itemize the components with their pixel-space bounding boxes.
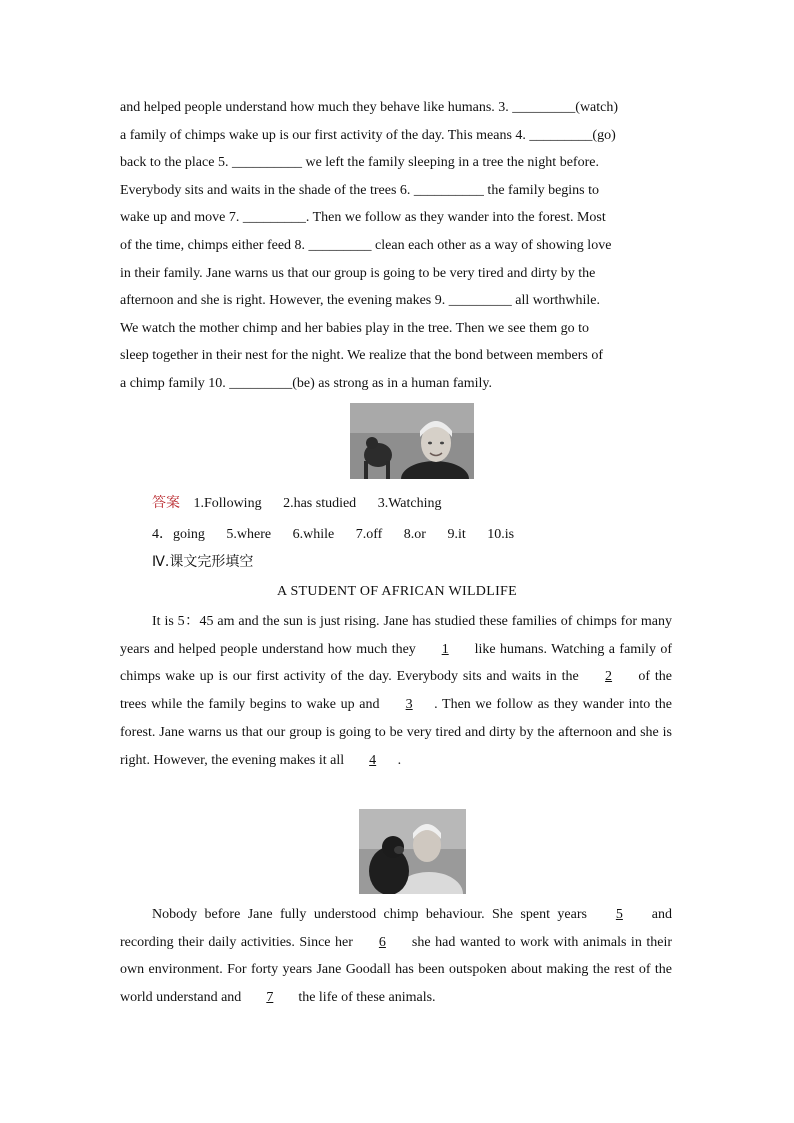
answer-item: 10.is bbox=[487, 527, 515, 542]
cloze-blank-6[interactable]: 6 bbox=[378, 934, 386, 950]
jane-with-chimp-photo bbox=[359, 809, 466, 894]
passage-line: back to the place 5. __________ we left the family sleeping in a tree the night before. bbox=[120, 155, 599, 171]
cloze-text: Nobody before Jane fully understood chimp behaviour. She spent years bbox=[152, 907, 595, 922]
cloze-paragraph-2 bbox=[120, 901, 672, 1012]
answer-item: 8.or bbox=[403, 527, 426, 542]
cloze-blank-3[interactable]: 3 bbox=[405, 697, 413, 713]
cloze-blank-5[interactable]: 5 bbox=[615, 907, 623, 922]
answer-item: 1.Following bbox=[193, 496, 262, 511]
answer-item: 5.where bbox=[226, 527, 272, 542]
answer-item: 4．going bbox=[152, 527, 205, 542]
cloze-blank-1[interactable]: 1 bbox=[441, 641, 449, 657]
passage-line: and helped people understand how much they behave like humans. 3. _________(watch) bbox=[120, 100, 619, 115]
passage-line: afternoon and she is right. However, the evening makes 9. _________ all worthwhile. bbox=[120, 293, 600, 309]
jane-goodall-photo bbox=[350, 403, 474, 479]
cloze-text: the life of these animals. bbox=[294, 990, 436, 1006]
cloze-text: of the trees while the family begins to wake up and bbox=[120, 669, 673, 713]
answer-item: 3.Watching bbox=[377, 496, 442, 511]
passage-line: sleep together in their nest for the night. We realize that the bond between members of bbox=[120, 348, 604, 364]
answer-item: 9.it bbox=[447, 527, 466, 542]
cloze-text: . Then we follow as they wander into the forest. Jane warns us that our group is going to be very tired and dirty by the afternoon and she is right. However, the evening makes it all bbox=[120, 697, 672, 768]
passage-line: wake up and move 7. _________. Then we follow as they wander into the forest. Most bbox=[120, 210, 606, 226]
passage-line: of the time, chimps either feed 8. _________ clean each other as a way of showing love bbox=[120, 237, 612, 253]
passage-line: Everybody sits and waits in the shade of the trees 6. __________ the family begins to bbox=[120, 182, 600, 198]
cloze-text: like humans. Watching a family of chimps wake up is our first activity of the day. Everybody sits and waits in the bbox=[120, 641, 672, 685]
cloze-text: she had wanted to work with animals in their own environment. For forty years Jane Goodall has been outspoken about making the rest of the world understand and bbox=[120, 934, 672, 1006]
answer-item: 2.has studied bbox=[283, 496, 357, 511]
photo-illustration bbox=[350, 403, 474, 479]
passage-line: We watch the mother chimp and her babies play in the tree. Then we see them go to bbox=[120, 320, 590, 336]
answer-label: 答案 bbox=[152, 495, 180, 511]
section-heading: Ⅳ.课文完形填空 bbox=[152, 554, 254, 570]
cloze-blank-4[interactable]: 4 bbox=[369, 752, 377, 768]
answer-row-1 bbox=[152, 488, 532, 519]
cloze-text: and recording their daily activities. Since her bbox=[120, 907, 673, 950]
passage-line: a chimp family 10. _________(be) as strong as in a human family. bbox=[120, 375, 492, 391]
passage-continuation bbox=[120, 94, 672, 398]
answer-row-2 bbox=[152, 519, 532, 550]
cloze-text: It is 5：45 am and the sun is just rising. Jane has studied these families of chimps for many years and helped people understand how much they bbox=[120, 614, 672, 657]
cloze-title: A STUDENT OF AFRICAN WILDLIFE bbox=[277, 584, 517, 599]
answer-item: 6.while bbox=[292, 527, 335, 542]
answer-item: 7.off bbox=[355, 527, 383, 542]
answer-key bbox=[152, 488, 532, 550]
photo-illustration bbox=[359, 809, 466, 894]
cloze-blank-2[interactable]: 2 bbox=[605, 669, 613, 685]
passage-line: a family of chimps wake up is our first activity of the day. This means 4. _________(go) bbox=[120, 127, 616, 143]
cloze-text: . bbox=[397, 752, 402, 768]
passage-line: in their family. Jane warns us that our group is going to be very tired and dirty by the bbox=[120, 265, 596, 281]
cloze-paragraph-1 bbox=[120, 608, 672, 774]
cloze-blank-7[interactable]: 7 bbox=[266, 990, 274, 1006]
